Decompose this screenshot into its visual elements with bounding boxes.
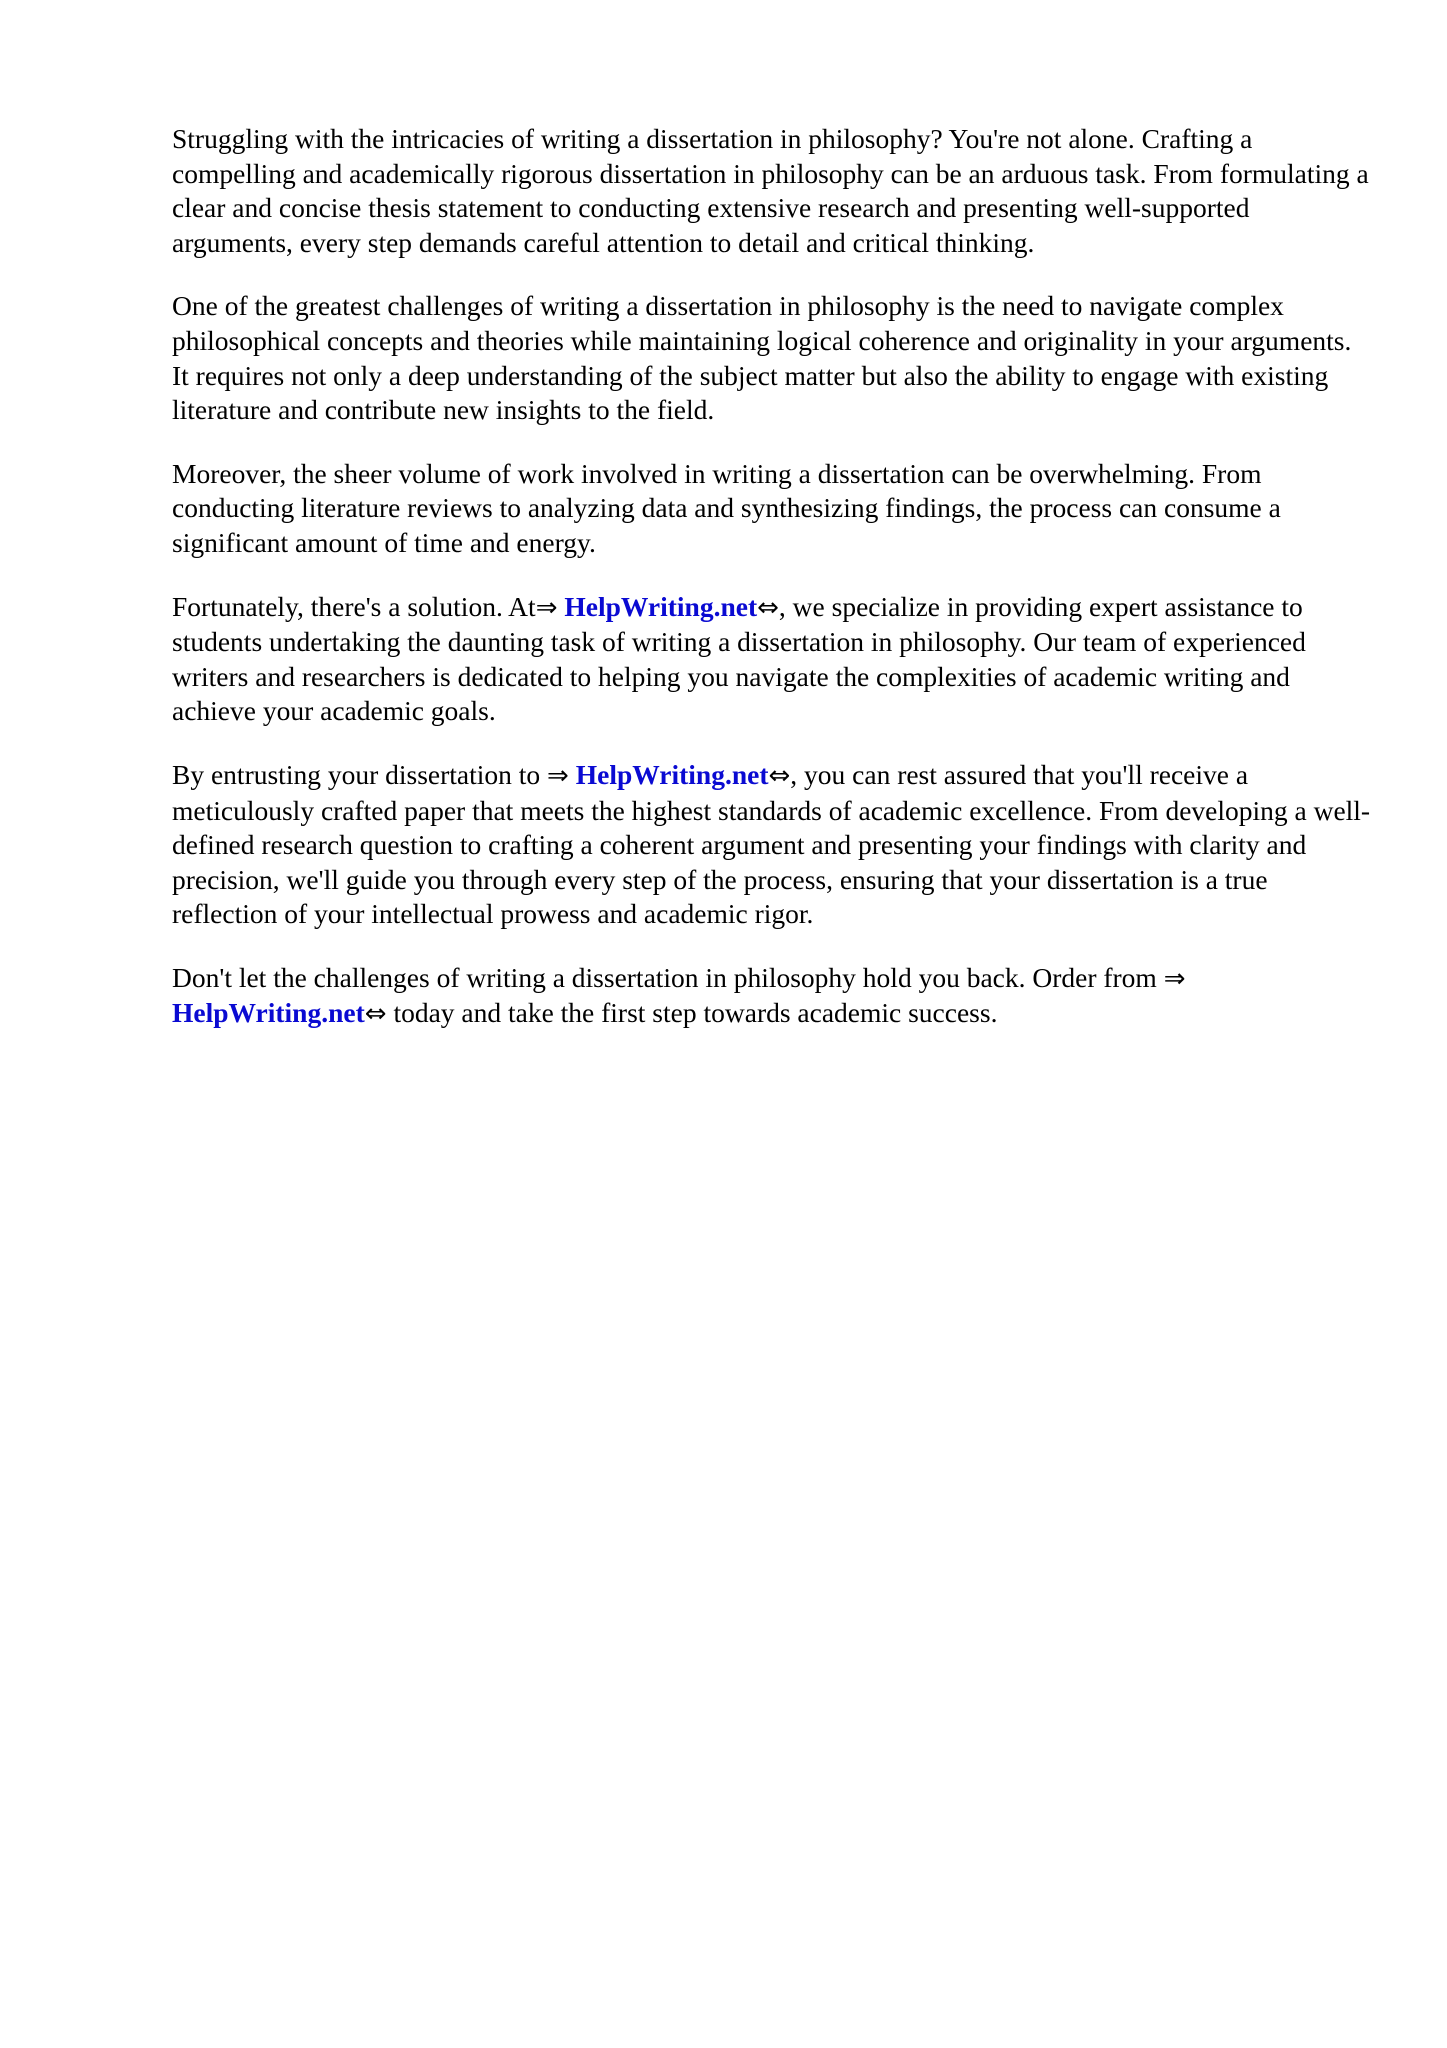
paragraph-5-text-before: By entrusting your dissertation to [172,758,541,790]
helpwriting-link[interactable]: HelpWriting.net [564,590,758,622]
helpwriting-link[interactable]: HelpWriting.net [575,758,769,790]
document-body [172,122,1372,1061]
paragraph-4-text-before: Fortunately, there's a solution. At [172,590,536,622]
paragraph-6-text-before: Don't let the challenges of writing a dissertation in philosophy hold you back. Order from [172,961,1157,993]
paragraph-1-text: Struggling with the intricacies of writing a dissertation in philosophy? You're not alone. Crafting a compelling and academically rigorous dissertation in philosophy can be an arduous task. From formulating a clear and concise thesis statement to conducting extensive research and presenting well-supported arguments, every step demands careful attention to detail and critical thinking. [172,123,1369,258]
paragraph-5 [172,758,1372,932]
right-arrow-icon: ⇒ [1163,963,1186,994]
left-right-arrow-icon: ⇔ [364,999,387,1030]
helpwriting-link[interactable]: HelpWriting.net [172,997,365,1029]
paragraph-4-text-after: , we specialize in providing expert assistance to students undertaking the daunting task of writing a dissertation in philosophy. Our team of experienced writers and researchers is dedicated to helping you navigate the complexities of academic writing and achieve your academic goals. [172,590,1306,727]
left-right-arrow-icon: ⇔ [768,760,791,791]
right-arrow-icon: ⇒ [535,592,558,623]
right-arrow-icon: ⇒ [547,760,569,791]
paragraph-6 [172,961,1372,1032]
paragraph-2-text: One of the greatest challenges of writing a dissertation in philosophy is the need to navigate complex philosophical concepts and theories while maintaining logical coherence and originality in your arguments. It requires not only a deep understanding of the subject matter but also the ability to engage with existing literature and contribute new insights to the field. [172,290,1352,426]
paragraph-5-text-after: , you can rest assured that you'll receive a meticulously crafted paper that meets the highest standards of academic excellence. From developing a well-defined research question to crafting a coherent argument and presenting your findings with clarity and precision, we'll guide you through every step of the process, ensuring that your dissertation is a true reflection of your intellectual prowess and academic rigor. [172,758,1371,930]
paragraph-4 [172,590,1372,729]
paragraph-2 [172,289,1372,427]
paragraph-3-text: Moreover, the sheer volume of work involved in writing a dissertation can be overwhelming. From conducting literature reviews to analyzing data and synthesizing findings, the process can consume a significant amount of time and energy. [172,457,1281,558]
left-right-arrow-icon: ⇔ [757,592,779,623]
paragraph-1 [172,122,1372,260]
paragraph-3 [172,457,1372,561]
paragraph-6-text-after: today and take the first step towards academic success. [386,997,998,1029]
